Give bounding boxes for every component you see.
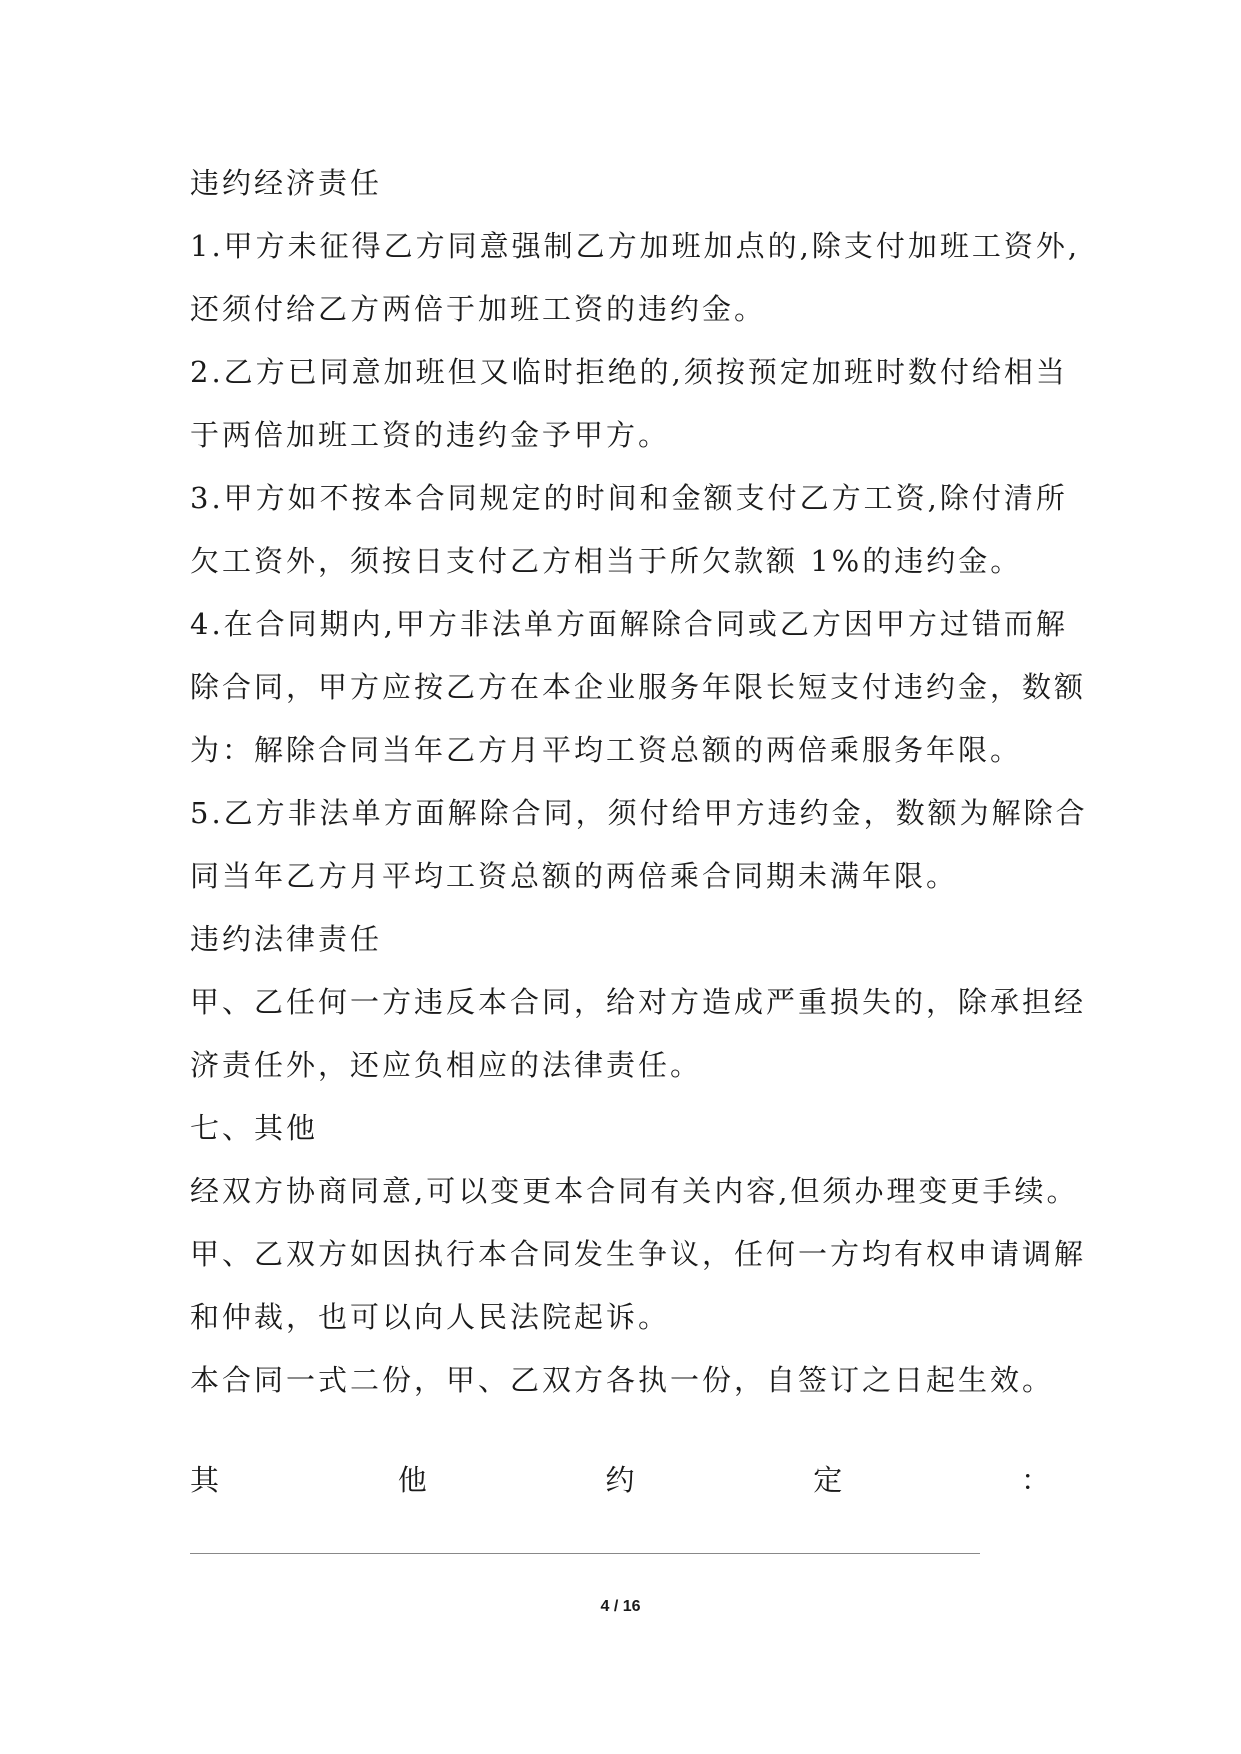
paragraph-line: 和仲裁，也可以向人民法院起诉。 [190, 1300, 671, 1334]
section-heading-other: 七、其他 [190, 1111, 319, 1145]
other-terms-char: 约 [605, 1463, 635, 1497]
paragraph-line: 除合同，甲方应按乙方在本企业服务年限长短支付违约金，数额 [190, 670, 1087, 704]
paragraph-line: 欠工资外，须按日支付乙方相当于所欠款额 1%的违约金。 [190, 544, 1023, 578]
paragraph-line: 2.乙方已同意加班但又临时拒绝的,须按预定加班时数付给相当 [190, 355, 1068, 389]
other-terms-label [190, 1460, 1050, 1500]
paragraph-line: 3.甲方如不按本合同规定的时间和金额支付乙方工资,除付清所 [190, 481, 1068, 515]
other-terms-char: ： [1020, 1463, 1050, 1497]
section-heading-economic-liability: 违约经济责任 [190, 166, 383, 200]
fill-in-underline [190, 1553, 980, 1554]
paragraph-line: 5.乙方非法单方面解除合同，须付给甲方违约金，数额为解除合 [190, 796, 1088, 830]
other-terms-char: 其 [190, 1463, 220, 1497]
paragraph-line: 还须付给乙方两倍于加班工资的违约金。 [190, 292, 767, 326]
paragraph-line: 于两倍加班工资的违约金予甲方。 [190, 418, 671, 452]
paragraph-line: 甲、乙双方如因执行本合同发生争议，任何一方均有权申请调解 [190, 1237, 1087, 1271]
other-terms-char: 定 [813, 1463, 843, 1497]
other-terms-char: 他 [397, 1463, 427, 1497]
paragraph-line: 同当年乙方月平均工资总额的两倍乘合同期未满年限。 [190, 859, 959, 893]
paragraph-line: 甲、乙任何一方违反本合同，给对方造成严重损失的，除承担经 [190, 985, 1087, 1019]
paragraph-line: 为：解除合同当年乙方月平均工资总额的两倍乘服务年限。 [190, 733, 1023, 767]
paragraph-line: 济责任外，还应负相应的法律责任。 [190, 1048, 703, 1082]
paragraph-line: 经双方协商同意,可以变更本合同有关内容,但须办理变更手续。 [190, 1174, 1079, 1208]
paragraph-line: 本合同一式二份，甲、乙双方各执一份，自签订之日起生效。 [190, 1363, 1055, 1397]
section-heading-legal-liability: 违约法律责任 [190, 922, 383, 956]
paragraph-line: 1.甲方未征得乙方同意强制乙方加班加点的,除支付加班工资外, [190, 229, 1081, 263]
page-number: 4 / 16 [600, 1598, 641, 1615]
paragraph-line: 4.在合同期内,甲方非法单方面解除合同或乙方因甲方过错而解 [190, 607, 1068, 641]
